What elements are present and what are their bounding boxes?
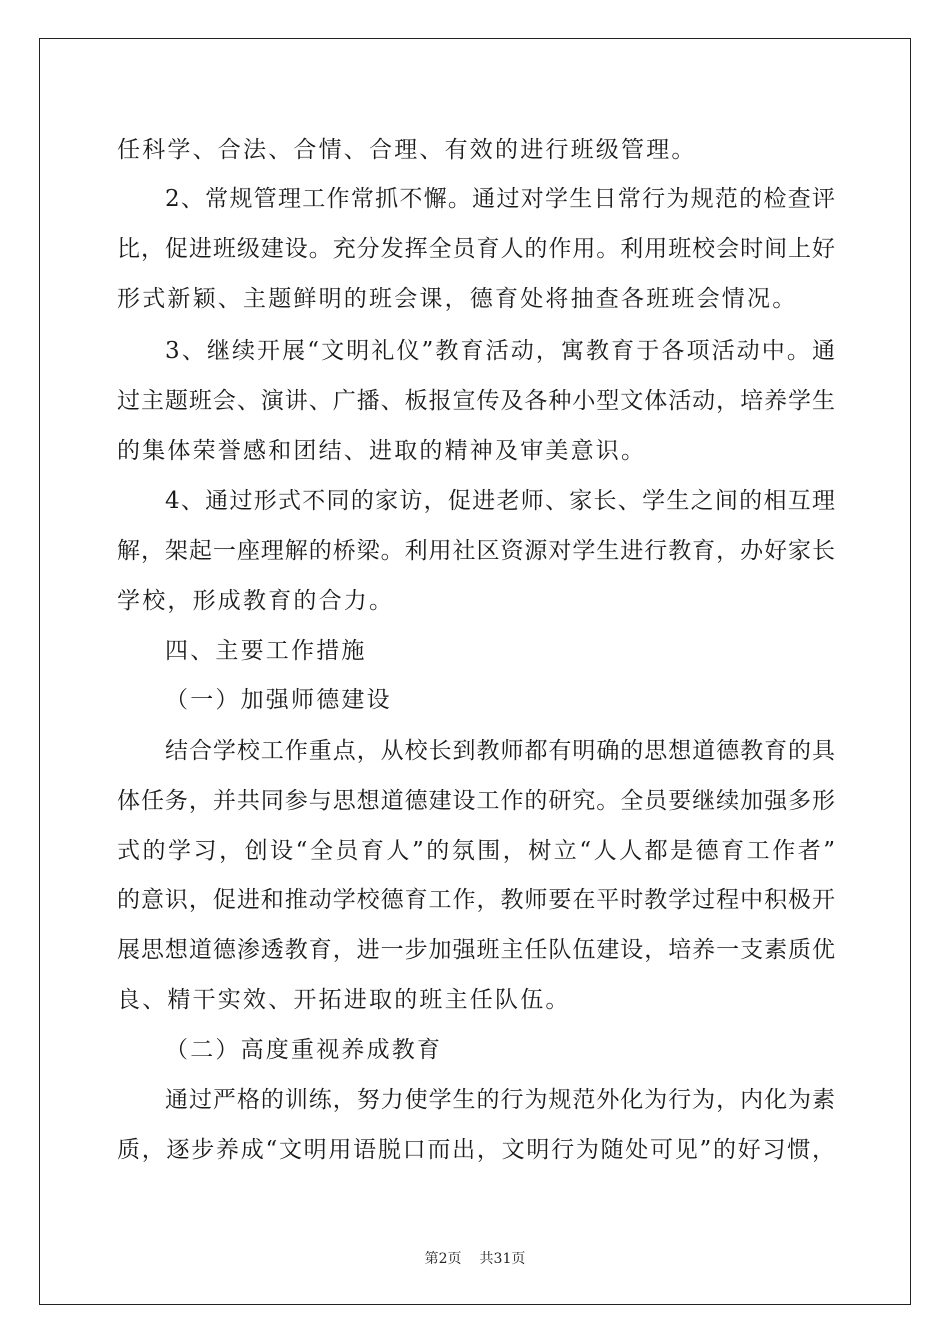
text-line: 式的学习，创设“全员育人”的氛围，树立“人人都是德育工作者”	[117, 838, 835, 864]
text-line: 结合学校工作重点，从校长到教师都有明确的思想道德教育的具	[165, 738, 835, 764]
text-line: 形式新颖、主题鲜明的班会课，德育处将抽查各班班会情况。	[117, 286, 798, 312]
page-footer	[0, 1248, 950, 1268]
section-heading: 四、主要工作措施	[165, 638, 367, 664]
subsection-heading: （一）加强师德建设	[165, 687, 392, 713]
text-line: 过主题班会、演讲、广播、板报宣传及各种小型文体活动，培养学生	[117, 388, 835, 414]
text-line: 比，促进班级建设。充分发挥全员育人的作用。利用班校会时间上好	[117, 236, 835, 262]
text-line: 3、继续开展“文明礼仪”教育活动，寓教育于各项活动中。通	[165, 338, 835, 364]
text-line: 解，架起一座理解的桥梁。利用社区资源对学生进行教育，办好家长	[117, 538, 835, 564]
text-line: 体任务，并共同参与思想道德建设工作的研究。全员要继续加强多形	[117, 788, 835, 814]
text-line: 良、精干实效、开拓进取的班主任队伍。	[117, 987, 571, 1013]
text-line: 展思想道德渗透教育，进一步加强班主任队伍建设，培养一支素质优	[117, 937, 835, 963]
page-total: 共31页	[479, 1251, 526, 1267]
text-line: 通过严格的训练，努力使学生的行为规范外化为行为，内化为素	[165, 1087, 835, 1113]
text-line: 2、常规管理工作常抓不懈。通过对学生日常行为规范的检查评	[165, 186, 835, 212]
text-line: 4、通过形式不同的家访，促进老师、家长、学生之间的相互理	[165, 488, 835, 514]
text-line: 质，逐步养成“文明用语脱口而出，文明行为随处可见”的好习惯，	[117, 1137, 835, 1163]
text-line: 的集体荣誉感和团结、进取的精神及审美意识。	[117, 438, 647, 464]
text-line: 的意识，促进和推动学校德育工作，教师要在平时教学过程中积极开	[117, 887, 835, 913]
page-number: 第2页	[424, 1251, 462, 1267]
text-line: 任科学、合法、合情、合理、有效的进行班级管理。	[117, 137, 697, 163]
text-line: 学校，形成教育的合力。	[117, 588, 395, 614]
subsection-heading: （二）高度重视养成教育	[165, 1037, 443, 1063]
